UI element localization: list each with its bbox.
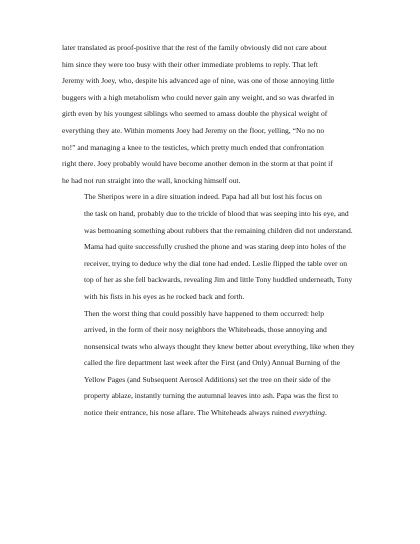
text-line: buggers with a high metabolism who could never gain any weight, and so was dwarfed in: [62, 92, 335, 102]
paragraph-3: [62, 306, 360, 422]
body-text: [62, 40, 360, 422]
text-line: he had not run straight into the wall, knocking himself out.: [62, 175, 241, 185]
text-line-final: [62, 405, 360, 422]
text-line: Mama had quite successfully crushed the phone and was staring deep into holes of the: [84, 242, 346, 252]
text-line: everything they ate. Within moments Joey had Jeremy on the floor, yelling, “No no no: [62, 125, 325, 135]
text-segment: .: [324, 408, 327, 418]
text-line: with his fists in his eyes as he rocked back and forth.: [84, 291, 245, 301]
emphasized-word: everything: [292, 408, 325, 418]
text-line: property ablaze, instantly turning the autumnal leaves into ash. Papa was the first to: [84, 391, 339, 401]
text-line: no!” and managing a knee to the testicles, which pretty much ended that confrontation: [62, 142, 324, 152]
paragraph-2: [62, 189, 360, 305]
text-line: called the fire department last week after the First (and Only) Annual Burning of the: [84, 358, 340, 368]
text-line: Then the worst thing that could possibly have happened to them occurred: help: [84, 308, 324, 318]
paragraph-1: [62, 40, 360, 189]
text-line: arrived, in the form of their nosy neighbors the Whiteheads, those annoying and: [84, 325, 327, 335]
text-line: right there. Joey probably would have become another demon in the storm at that point if: [62, 159, 333, 169]
text-line: nonsensical twats who always thought they knew better about everything, like when they: [84, 341, 355, 351]
text-line: The Sheripos were in a dire situation indeed. Papa had all but lost his focus on: [84, 192, 322, 202]
text-line: receiver, trying to deduce why the dial tone had ended. Leslie flipped the table over on: [84, 258, 348, 268]
text-line: was bemoaning something about rubbers that the remaining children did not understand.: [84, 225, 353, 235]
text-line: girth even by his youngest siblings who seemed to amass double the physical weight of: [62, 109, 328, 119]
text-line: him since they were too busy with their other immediate problems to reply. That left: [62, 59, 319, 69]
text-line: Jeremy with Joey, who, despite his advanced age of nine, was one of those annoying little: [62, 76, 335, 86]
text-line: the task on hand, probably due to the trickle of blood that was seeping into his eye, and: [84, 208, 349, 218]
text-line: top of her as she fell backwards, revealing Jim and little Tony huddled underneath, Tony: [84, 275, 353, 285]
text-line: Yellow Pages (and Subsequent Aerosol Additions) set the tree on their side of the: [84, 374, 331, 384]
text-line: later translated as proof-positive that the rest of the family obviously did not care about: [62, 43, 327, 52]
text-segment: notice their entrance, his nose aflare. The Whiteheads always ruined: [84, 408, 293, 418]
